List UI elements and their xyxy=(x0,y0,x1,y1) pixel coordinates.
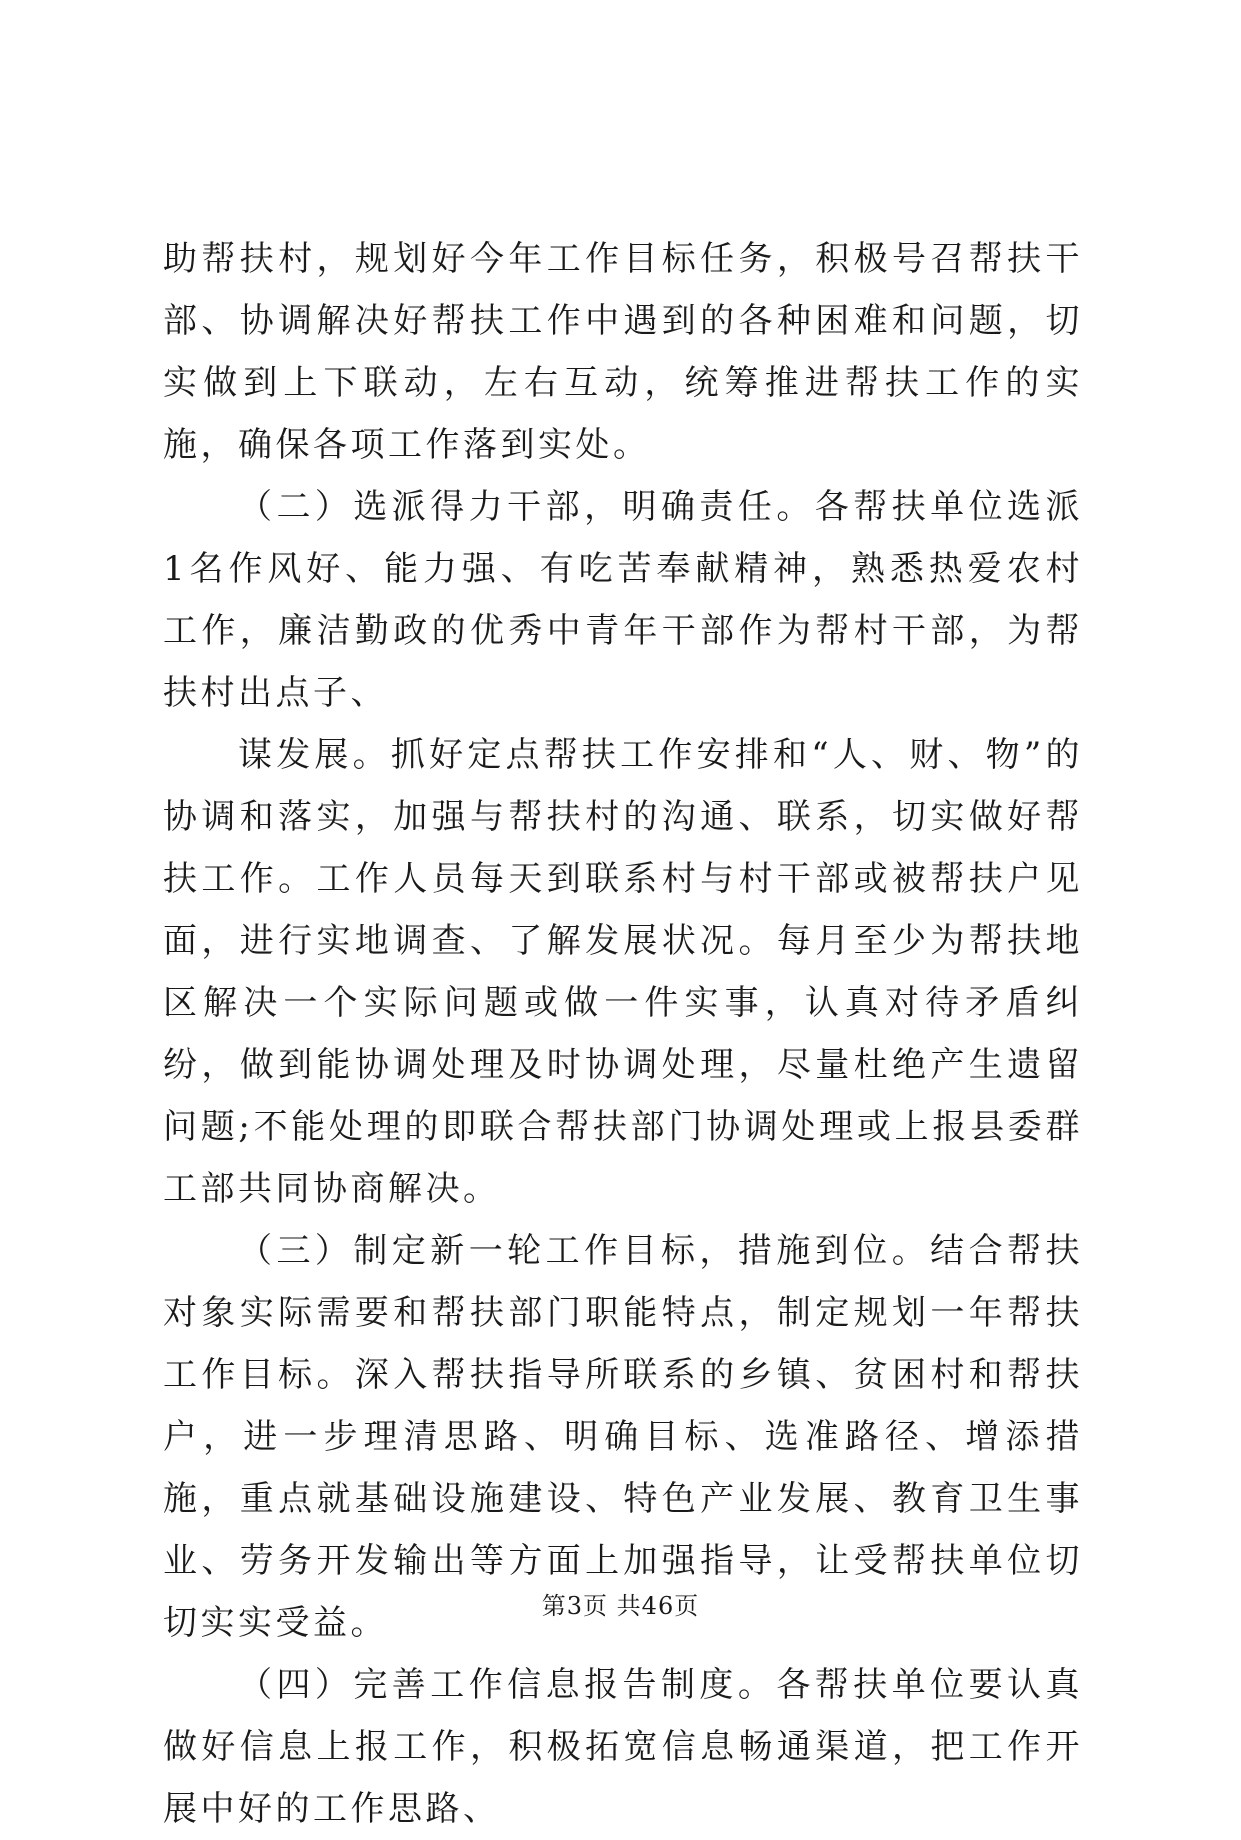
paragraph-section-2: （二）选派得力干部，明确责任。各帮扶单位选派1名作风好、能力强、有吃苦奉献精神，熟悉热爱农村工作，廉洁勤政的优秀中青年干部作为帮村干部，为帮扶村出点子、 xyxy=(163,487,1083,713)
paragraph-section-4: （四）完善工作信息报告制度。各帮扶单位要认真做好信息上报工作，积极拓宽信息畅通渠道，把工作开展中好的工作思路、 xyxy=(163,1665,1083,1829)
paragraph-continuation: 助帮扶村，规划好今年工作目标任务，积极号召帮扶干部、协调解决好帮扶工作中遇到的各种困难和问题，切实做到上下联动，左右互动，统筹推进帮扶工作的实施，确保各项工作落到实处。 xyxy=(163,239,1083,465)
paragraph-section-3: （三）制定新一轮工作目标，措施到位。结合帮扶对象实际需要和帮扶部门职能特点，制定规划一年帮扶工作目标。深入帮扶指导所联系的乡镇、贫困村和帮扶户，进一步理清思路、明确目标、选准路径、增添措施，重点就基础设施建设、特色产业发展、教育卫生事业、劳务开发输出等方面上加强指导，让受帮扶单位切切实实受益。 xyxy=(163,1231,1083,1643)
page-number-footer: 第3页 共46页 xyxy=(541,1592,700,1620)
paragraph-development: 谋发展。抓好定点帮扶工作安排和“人、财、物”的协调和落实，加强与帮扶村的沟通、联系，切实做好帮扶工作。工作人员每天到联系村与村干部或被帮扶户见面，进行实地调查、了解发展状况。每月至少为帮扶地区解决一个实际问题或做一件实事，认真对待矛盾纠纷，做到能协调处理及时协调处理，尽量杜绝产生遗留问题;不能处理的即联合帮扶部门协调处理或上报县委群工部共同协商解决。 xyxy=(163,735,1083,1209)
